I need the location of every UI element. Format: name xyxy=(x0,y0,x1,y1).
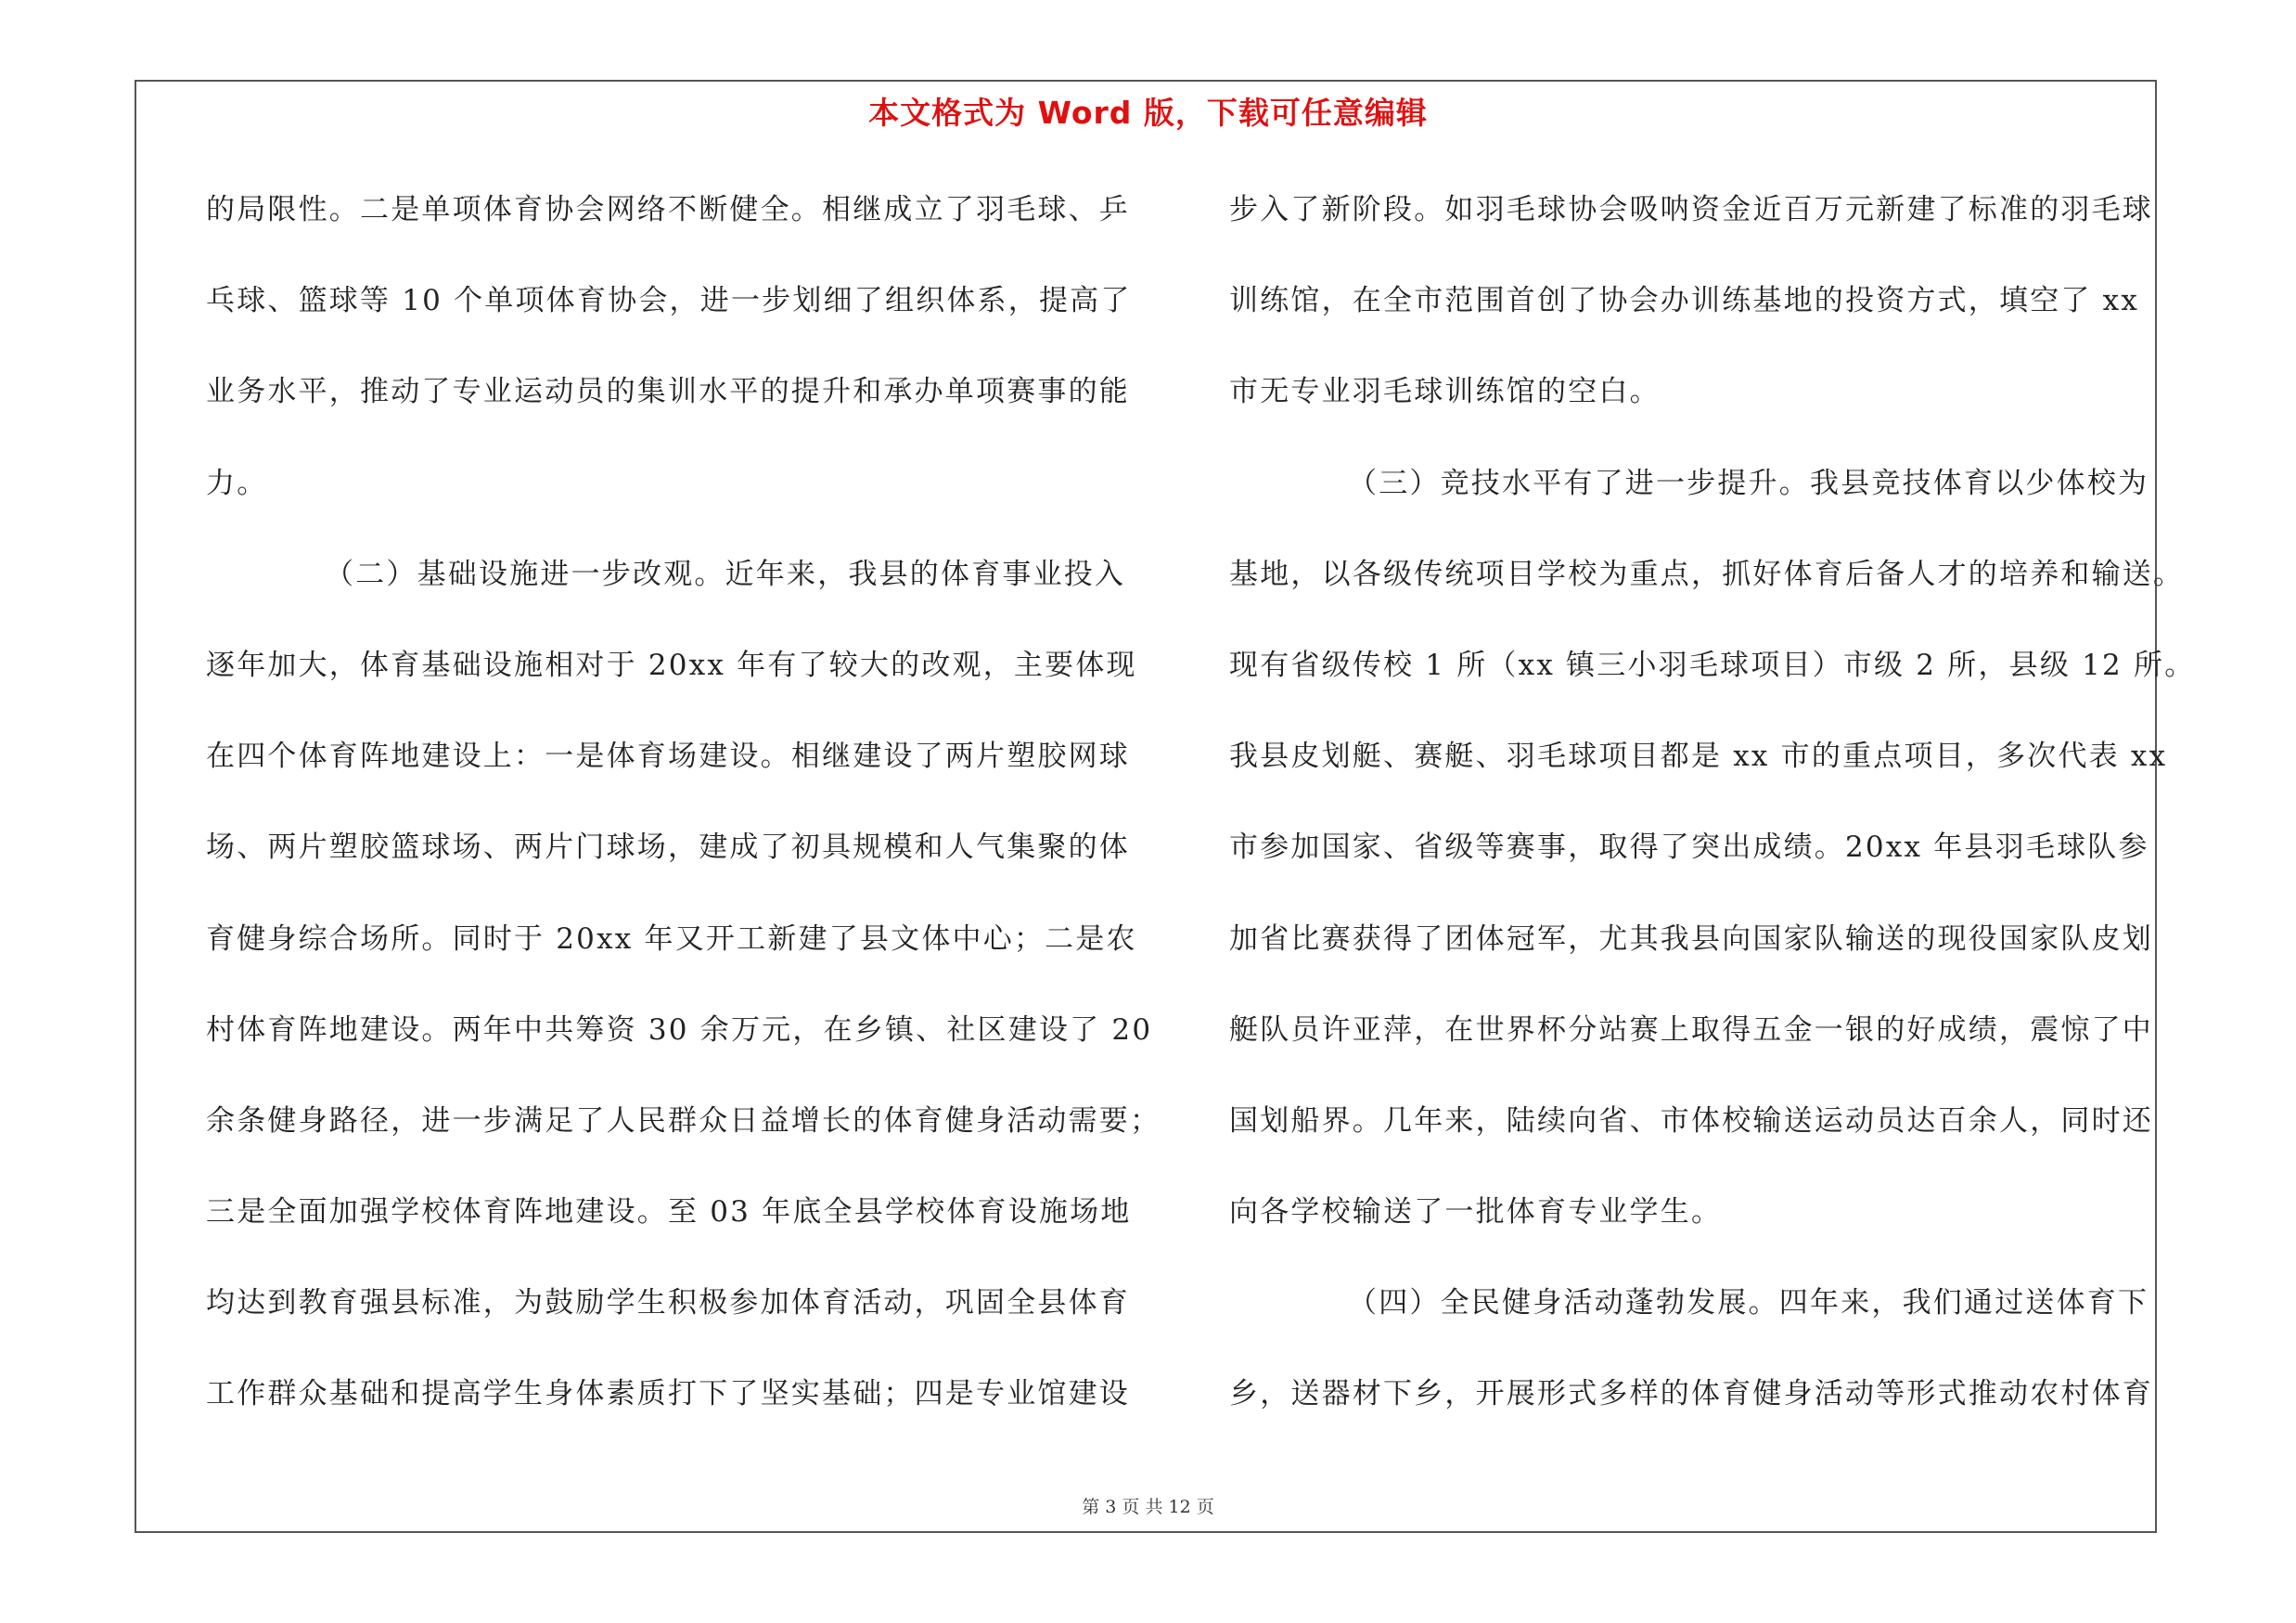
text-line: 步入了新阶段。如羽毛球协会吸呐资金近百万元新建了标准的羽毛球 xyxy=(1229,193,2153,226)
text-line: 国划船界。几年来，陆续向省、市体校输送运动员达百余人，同时还 xyxy=(1229,1103,2153,1138)
text-line: 市无专业羽毛球训练馆的空白。 xyxy=(1229,375,1661,409)
right-text-column xyxy=(1229,182,2196,1458)
text-line: （二）基础设施进一步改观。近年来，我县的体育事业投入 xyxy=(325,557,1126,591)
text-line: 三是全面加强学校体育阵地建设。至 03 年底全县学校体育设施场地 xyxy=(206,1195,1132,1230)
text-line: 加省比赛获得了团体冠军，尤其我县向国家队输送的现役国家队皮划 xyxy=(1229,921,2153,956)
left-text-column xyxy=(206,182,1161,1458)
text-line: 场、两片塑胶篮球场、两片门球场，建成了初具规模和人气集聚的体 xyxy=(206,831,1130,865)
text-line: 乡，送器材下乡，开展形式多样的体育健身活动等形式推动农村体育 xyxy=(1229,1377,2153,1411)
text-line: 现有省级传校 1 所（xx 镇三小羽毛球项目）市级 2 所，县级 12 所。 xyxy=(1229,648,2196,682)
text-line: 训练馆，在全市范围首创了协会办训练基地的投资方式，填空了 xx xyxy=(1229,284,2140,318)
text-line: 村体育阵地建设。两年中共筹资 30 余万元，在乡镇、社区建设了 20 xyxy=(206,1012,1153,1047)
text-line: 在四个体育阵地建设上：一是体育场建设。相继建设了两片塑胶网球 xyxy=(206,740,1130,774)
text-line: 工作群众基础和提高学生身体素质打下了坚实基础；四是专业馆建设 xyxy=(206,1377,1130,1411)
text-line: 向各学校输送了一批体育专业学生。 xyxy=(1229,1195,1723,1230)
text-line: 我县皮划艇、赛艇、羽毛球项目都是 xx 市的重点项目，多次代表 xx xyxy=(1229,740,2168,774)
text-line: （四）全民健身活动蓬勃发展。四年来，我们通过送体育下 xyxy=(1348,1286,2149,1320)
text-line: 乓球、篮球等 10 个单项体育协会，进一步划细了组织体系，提高了 xyxy=(206,284,1132,318)
text-line: 逐年加大，体育基础设施相对于 20xx 年有了较大的改观，主要体现 xyxy=(206,648,1137,682)
format-notice-banner: 本文格式为 Word 版，下载可任意编辑 xyxy=(868,95,1428,131)
text-line: （三）竞技水平有了进一步提升。我县竞技体育以少体校为 xyxy=(1348,466,2149,500)
text-line: 艇队员许亚萍，在世界杯分站赛上取得五金一银的好成绩，震惊了中 xyxy=(1229,1012,2153,1047)
text-line: 力。 xyxy=(206,466,268,500)
text-line: 均达到教育强县标准，为鼓励学生积极参加体育活动，巩固全县体育 xyxy=(206,1286,1130,1320)
text-line: 余条健身路径，进一步满足了人民群众日益增长的体育健身活动需要； xyxy=(206,1103,1161,1138)
text-line: 的局限性。二是单项体育协会网络不断健全。相继成立了羽毛球、乒 xyxy=(206,193,1130,226)
text-line: 育健身综合场所。同时于 20xx 年又开工新建了县文体中心；二是农 xyxy=(206,921,1137,956)
text-line: 市参加国家、省级等赛事，取得了突出成绩。20xx 年县羽毛球队参 xyxy=(1229,831,2149,865)
text-line: 基地，以各级传统项目学校为重点，抓好体育后备人才的培养和输送。 xyxy=(1229,557,2185,591)
text-line: 业务水平，推动了专业运动员的集训水平的提升和承办单项赛事的能 xyxy=(206,375,1130,409)
page-number-footer: 第 3 页 共 12 页 xyxy=(1082,1497,1214,1517)
